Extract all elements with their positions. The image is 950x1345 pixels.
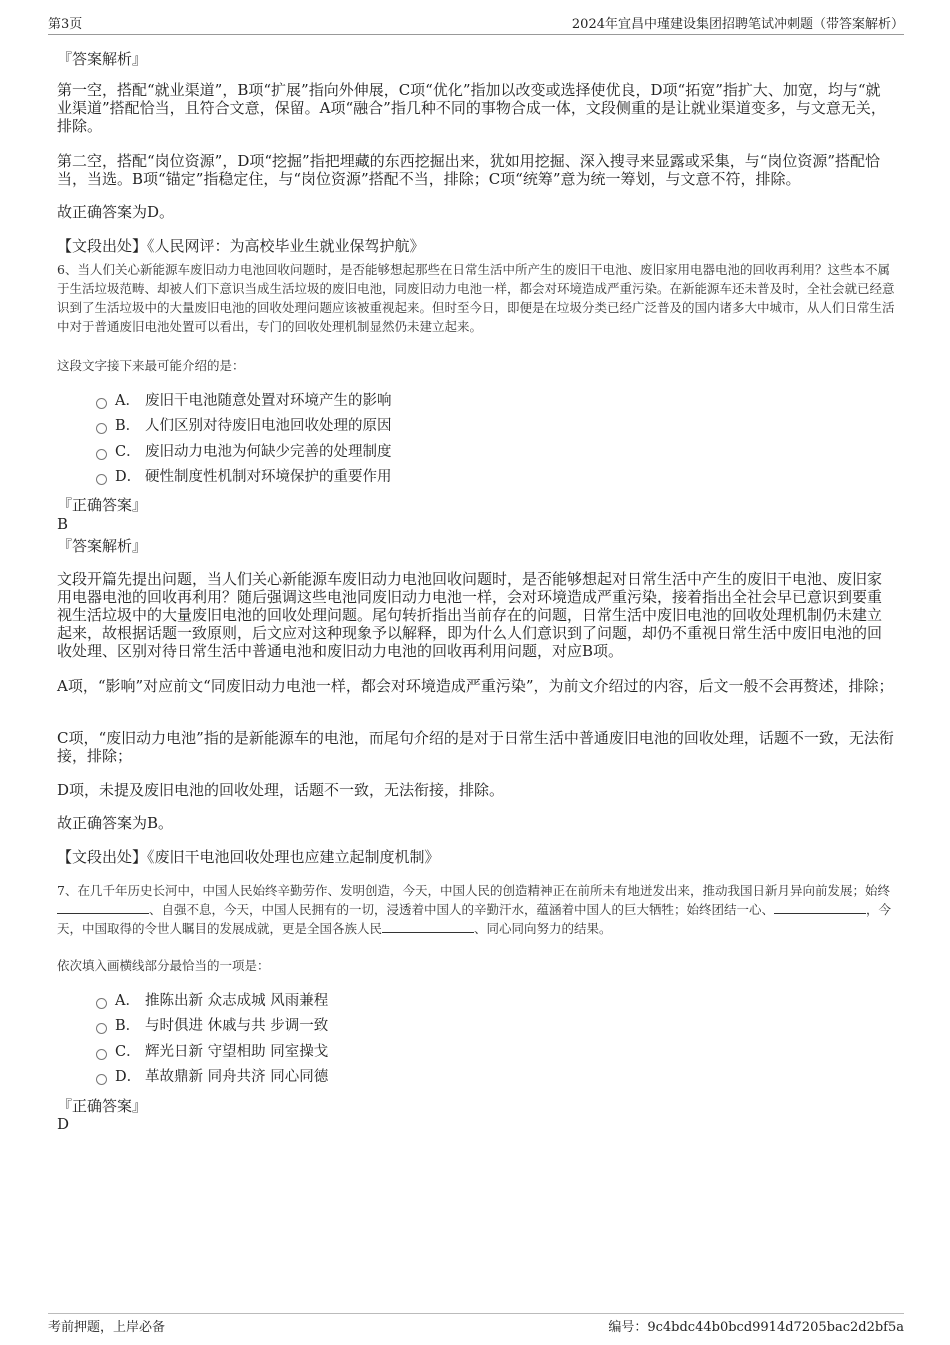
q7-option-c[interactable]: C． 辉光日新 守望相助 同室操戈 <box>96 1043 328 1061</box>
radio-icon[interactable] <box>96 449 107 460</box>
q6-stem: 6、当人们关心新能源车废旧动力电池回收问题时，是否能够想起那些在日常生活中所产生的废旧干电池、废旧家用电器电池的回收再利用？这些本不属于生活垃圾范畴、却被人们下意识当成生活垃圾的废旧电池，同废旧动力电池一样，都会对环境造成严重污染。在新能源车还未普及时，全社会就已经意识到了生活垃圾中的大量废旧电池的回收处理问题应该被重视起来。但时至今日，即便是在垃圾分类已经广泛普及的国内诸多大中城市，从人们日常生活中对于普通废旧电池处置可以看出，专门的回收处理机制显然仍未建立起来。 <box>57 262 895 334</box>
radio-icon[interactable] <box>96 423 107 434</box>
q7-option-a[interactable]: A． 推陈出新 众志成城 风雨兼程 <box>96 992 328 1010</box>
q6-conclusion: 故正确答案为B。 <box>57 814 174 832</box>
q5-source: 【文段出处】《人民网评：为高校毕业生就业保驾护航》 <box>57 237 425 255</box>
q7-prompt: 依次填入画横线部分最恰当的一项是： <box>57 958 270 973</box>
q6-analysis-p3: C项，“废旧动力电池”指的是新能源车的电池，而尾句介绍的是对于日常生活中普通废旧电池的回收处理，话题不一致，无法衔接，排除； <box>57 729 894 765</box>
q6-option-a[interactable]: A． 废旧干电池随意处置对环境产生的影响 <box>96 392 392 410</box>
q6-option-d[interactable]: D． 硬性制度性机制对环境保护的重要作用 <box>96 468 392 486</box>
blank-1 <box>57 901 149 914</box>
q7-option-b[interactable]: B． 与时俱进 休戚与共 步调一致 <box>96 1017 328 1035</box>
radio-icon[interactable] <box>96 1049 107 1060</box>
radio-icon[interactable] <box>96 398 107 409</box>
q7-answer: D <box>57 1115 70 1133</box>
document-id: 编号：9c4bdc44b0bcd9914d7205bac2d2bf5a <box>608 1320 904 1335</box>
blank-3 <box>382 920 474 933</box>
q6-source: 【文段出处】《废旧干电池回收处理也应建立起制度机制》 <box>57 848 440 866</box>
q6-option-b[interactable]: B． 人们区别对待废旧电池回收处理的原因 <box>96 417 392 435</box>
q6-analysis-p2: A项，“影响”对应前文“同废旧动力电池一样，都会对环境造成严重污染”，为前文介绍过的内容，后文一般不会再赘述，排除； <box>57 677 894 695</box>
q6-analysis-label: 『答案解析』 <box>57 537 148 555</box>
q6-analysis-p1: 文段开篇先提出问题，当人们关心新能源车废旧动力电池回收问题时，是否能够想起对日常生活中产生的废旧干电池、废旧家用电器电池的回收再利用？随后强调这些电池同废旧动力电池一样，会对环境造成严重污染，接着指出全社会早已意识到要重视生活垃圾中的大量废旧电池的回收处理问题。尾句转折指出当前存在的问题，日常生活中废旧电池的回收处理机制仍未建立起来，故根据话题一致原则，后文应对这种现象予以解释，即为什么人们意识到了问题，却仍不重视日常生活中废旧电池的回收处理、区别对待日常生活中普通电池和废旧动力电池的回收再利用问题，对应B项。 <box>57 570 883 660</box>
footer-slogan: 考前押题，上岸必备 <box>48 1320 166 1335</box>
radio-icon[interactable] <box>96 474 107 485</box>
q5-analysis-p1: 第一空，搭配“就业渠道”，B项“扩展”指向外伸展，C项“优化”指加以改变或选择使优良，D项“拓宽”指扩大、加宽，均与“就业渠道”搭配恰当，且符合文意，保留。A项“融合”指几种不同的事物合成一体，文段侧重的是让就业渠道变多，与文意无关，排除。 <box>57 81 886 135</box>
radio-icon[interactable] <box>96 998 107 1009</box>
q5-conclusion: 故正确答案为D。 <box>57 203 175 221</box>
q7-option-d[interactable]: D． 革故鼎新 同舟共济 同心同德 <box>96 1068 328 1086</box>
page-header <box>48 12 904 35</box>
q6-prompt: 这段文字接下来最可能介绍的是： <box>57 358 245 373</box>
document-title: 2024年宜昌中瑾建设集团招聘笔试冲刺题（带答案解析） <box>571 17 904 32</box>
q7-stem: 7、在几千年历史长河中，中国人民始终辛勤劳作、发明创造，今天，中国人民的创造精神正在前所未有地迸发出来，推动我国日新月异向前发展；始终、自强不息，今天，中国人民拥有的一切，浸透着中国人的辛勤汗水，蕴涵着中国人的巨大牺牲；始终团结一心、 ，今天，中国取得的令世人瞩目的发展成就，更是全国各族人民 、同心同向努力的结果。 <box>57 883 892 936</box>
q6-analysis-p4: D项，未提及废旧电池的回收处理，话题不一致，无法衔接，排除。 <box>57 781 505 799</box>
q6-answer-label: 『正确答案』 <box>57 496 148 514</box>
q5-analysis-label: 『答案解析』 <box>57 50 148 68</box>
q6-option-c[interactable]: C． 废旧动力电池为何缺少完善的处理制度 <box>96 443 392 461</box>
q5-analysis-p2: 第二空，搭配“岗位资源”，D项“挖掘”指把埋藏的东西挖掘出来，犹如用挖掘、深入搜寻来显露或采集，与“岗位资源”搭配恰当，当选。B项“锚定”指稳定住，与“岗位资源”搭配不当，排除；C项“统筹”意为统一筹划，与文意不符，排除。 <box>57 152 881 188</box>
q6-answer: B <box>57 515 69 533</box>
q7-answer-label: 『正确答案』 <box>57 1097 148 1115</box>
radio-icon[interactable] <box>96 1074 107 1085</box>
page-number: 第3页 <box>48 17 83 32</box>
radio-icon[interactable] <box>96 1023 107 1034</box>
blank-2 <box>774 901 866 914</box>
page-footer <box>48 1313 904 1335</box>
